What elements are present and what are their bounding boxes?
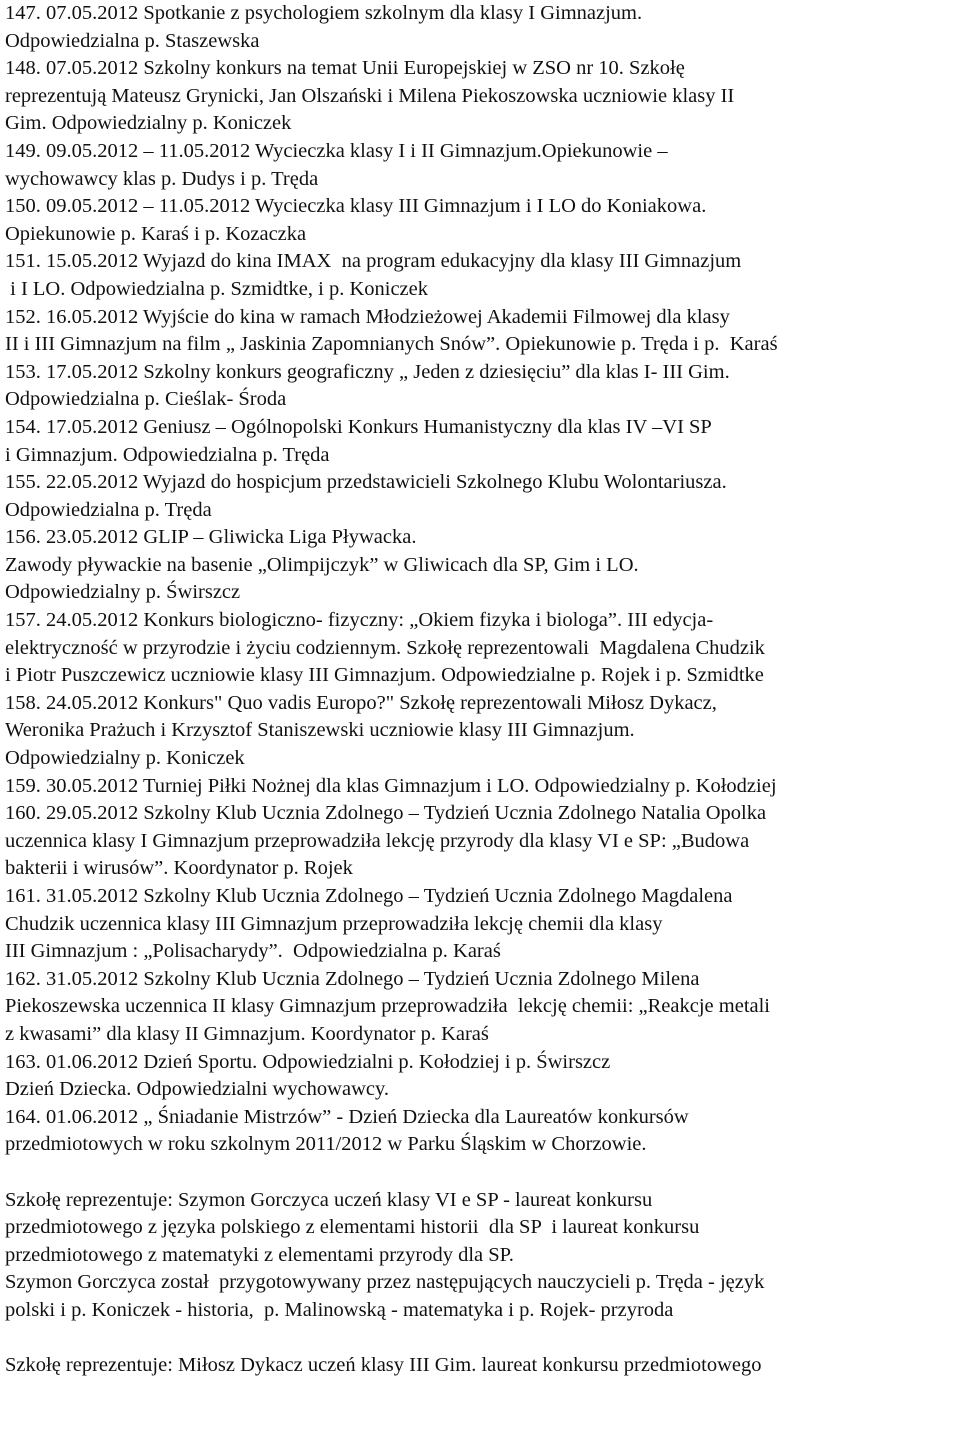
text-line: 152. 16.05.2012 Wyjście do kina w ramach Młodzieżowej Akademii Filmowej dla klasy [5,305,730,328]
text-line: Chudzik uczennica klasy III Gimnazjum przeprowadziła lekcję chemii dla klasy [5,912,663,935]
list-item [5,469,957,524]
list-item [5,55,957,138]
list-item [5,0,957,55]
text-line: 164. 01.06.2012 „ Śniadanie Mistrzów” - Dzień Dziecka dla Laureatów konkursów [5,1105,689,1128]
list-item [5,414,957,469]
text-line: 153. 17.05.2012 Szkolny konkurs geograficzny „ Jeden z dziesięciu” dla klas I- III Gim. [5,360,730,383]
list-item [5,138,957,193]
list-item [5,690,957,773]
list-item [5,800,957,883]
paragraph-representation-dykacz [5,1352,957,1380]
list-item [5,1104,957,1159]
text-line: Odpowiedzialny p. Koniczek [5,747,245,770]
text-line: 149. 09.05.2012 – 11.05.2012 Wycieczka klasy I i II Gimnazjum.Opiekunowie – [5,139,668,162]
blank-line [5,1159,957,1187]
entry-list [5,0,957,1159]
text-line: Zawody pływackie na basenie „Olimpijczyk” w Gliwicach dla SP, Gim i LO. [5,553,639,576]
text-line: 159. 30.05.2012 Turniej Piłki Nożnej dla klas Gimnazjum i LO. Odpowiedzialny p. Kołodziej [5,774,777,797]
list-item [5,607,957,690]
text-line: 155. 22.05.2012 Wyjazd do hospicjum przedstawicieli Szkolnego Klubu Wolontariusza. [5,471,727,494]
list-item [5,883,957,966]
text-line: przedmiotowych w roku szkolnym 2011/2012 w Parku Śląskim w Chorzowie. [5,1133,647,1156]
text-line: przedmiotowego z języka polskiego z elementami historii dla SP i laureat konkursu [5,1216,700,1239]
text-line: Gim. Odpowiedzialny p. Koniczek [5,112,292,135]
text-line: i Piotr Puszczewicz uczniowie klasy III Gimnazjum. Odpowiedzialne p. Rojek i p. Szmidtke [5,664,764,687]
text-line: II i III Gimnazjum na film „ Jaskinia Zapomnianych Snów”. Opiekunowie p. Tręda i p. Karaś [5,333,778,356]
text-line: polski i p. Koniczek - historia, p. Malinowską - matematyka i p. Rojek- przyroda [5,1298,674,1321]
text-line: Szymon Gorczyca został przygotowywany przez następujących nauczycieli p. Tręda - język [5,1271,765,1294]
text-line: Piekoszewska uczennica II klasy Gimnazjum przeprowadziła lekcję chemii: „Reakcje metali [5,995,771,1018]
document-page [5,0,957,1380]
text-line: 148. 07.05.2012 Szkolny konkurs na temat Unii Europejskiej w ZSO nr 10. Szkołę [5,57,685,80]
text-line: i I LO. Odpowiedzialna p. Szmidtke, i p. Koniczek [5,277,428,300]
text-line: 160. 29.05.2012 Szkolny Klub Ucznia Zdolnego – Tydzień Ucznia Zdolnego Natalia Opolka [5,802,767,825]
text-line: Odpowiedzialna p. Cieślak- Środa [5,388,287,411]
text-line: 154. 17.05.2012 Geniusz – Ogólnopolski Konkurs Humanistyczny dla klas IV –VI SP [5,415,712,438]
text-line: 151. 15.05.2012 Wyjazd do kina IMAX na program edukacyjny dla klasy III Gimnazjum [5,250,742,273]
text-line: Opiekunowie p. Karaś i p. Kozaczka [5,222,307,245]
text-line: 156. 23.05.2012 GLIP – Gliwicka Liga Pływacka. [5,526,417,549]
list-item [5,1049,957,1104]
text-line: 158. 24.05.2012 Konkurs" Quo vadis Europo?" Szkołę reprezentowali Miłosz Dykacz, [5,691,717,714]
text-line: 157. 24.05.2012 Konkurs biologiczno- fizyczny: „Okiem fizyka i biologa”. III edycja- [5,609,714,632]
text-line: Odpowiedzialna p. Staszewska [5,29,260,52]
text-line: Szkołę reprezentuje: Szymon Gorczyca uczeń klasy VI e SP - laureat konkursu [5,1188,653,1211]
list-item [5,524,957,607]
list-item [5,248,957,303]
text-line: 150. 09.05.2012 – 11.05.2012 Wycieczka klasy III Gimnazjum i I LO do Koniakowa. [5,195,707,218]
list-item [5,773,957,801]
text-line: z kwasami” dla klasy II Gimnazjum. Koordynator p. Karaś [5,1022,489,1045]
list-item [5,359,957,414]
text-line: reprezentują Mateusz Grynicki, Jan Olszański i Milena Piekoszowska uczniowie klasy II [5,84,735,107]
text-line: i Gimnazjum. Odpowiedzialna p. Tręda [5,443,330,466]
text-line: uczennica klasy I Gimnazjum przeprowadziła lekcję przyrody dla klasy VI e SP: „Budowa [5,829,750,852]
list-item [5,193,957,248]
list-item [5,966,957,1049]
text-line: 161. 31.05.2012 Szkolny Klub Ucznia Zdolnego – Tydzień Ucznia Zdolnego Magdalena [5,885,733,907]
text-line: 147. 07.05.2012 Spotkanie z psychologiem szkolnym dla klasy I Gimnazjum. [5,2,643,24]
text-line: Odpowiedzialna p. Tręda [5,498,212,521]
list-item [5,304,957,359]
text-line: 163. 01.06.2012 Dzień Sportu. Odpowiedzialni p. Kołodziej i p. Świrszcz [5,1050,611,1073]
text-line: przedmiotowego z matematyki z elementami przyrody dla SP. [5,1243,514,1266]
text-line: III Gimnazjum : „Polisacharydy”. Odpowiedzialna p. Karaś [5,940,501,963]
paragraph-representation-gorczyca [5,1187,957,1325]
text-line: bakterii i wirusów”. Koordynator p. Rojek [5,857,353,880]
blank-line [5,1325,957,1353]
text-line: Weronika Prażuch i Krzysztof Staniszewski uczniowie klasy III Gimnazjum. [5,719,635,742]
text-line: elektryczność w przyrodzie i życiu codziennym. Szkołę reprezentowali Magdalena Chudzik [5,636,765,659]
text-line: Dzień Dziecka. Odpowiedzialni wychowawcy. [5,1078,390,1101]
text-line: 162. 31.05.2012 Szkolny Klub Ucznia Zdolnego – Tydzień Ucznia Zdolnego Milena [5,967,700,990]
text-line: wychowawcy klas p. Dudys i p. Tręda [5,167,319,190]
text-line: Szkołę reprezentuje: Miłosz Dykacz uczeń klasy III Gim. laureat konkursu przedmiotowego [5,1354,762,1377]
text-line: Odpowiedzialny p. Świrszcz [5,581,241,604]
